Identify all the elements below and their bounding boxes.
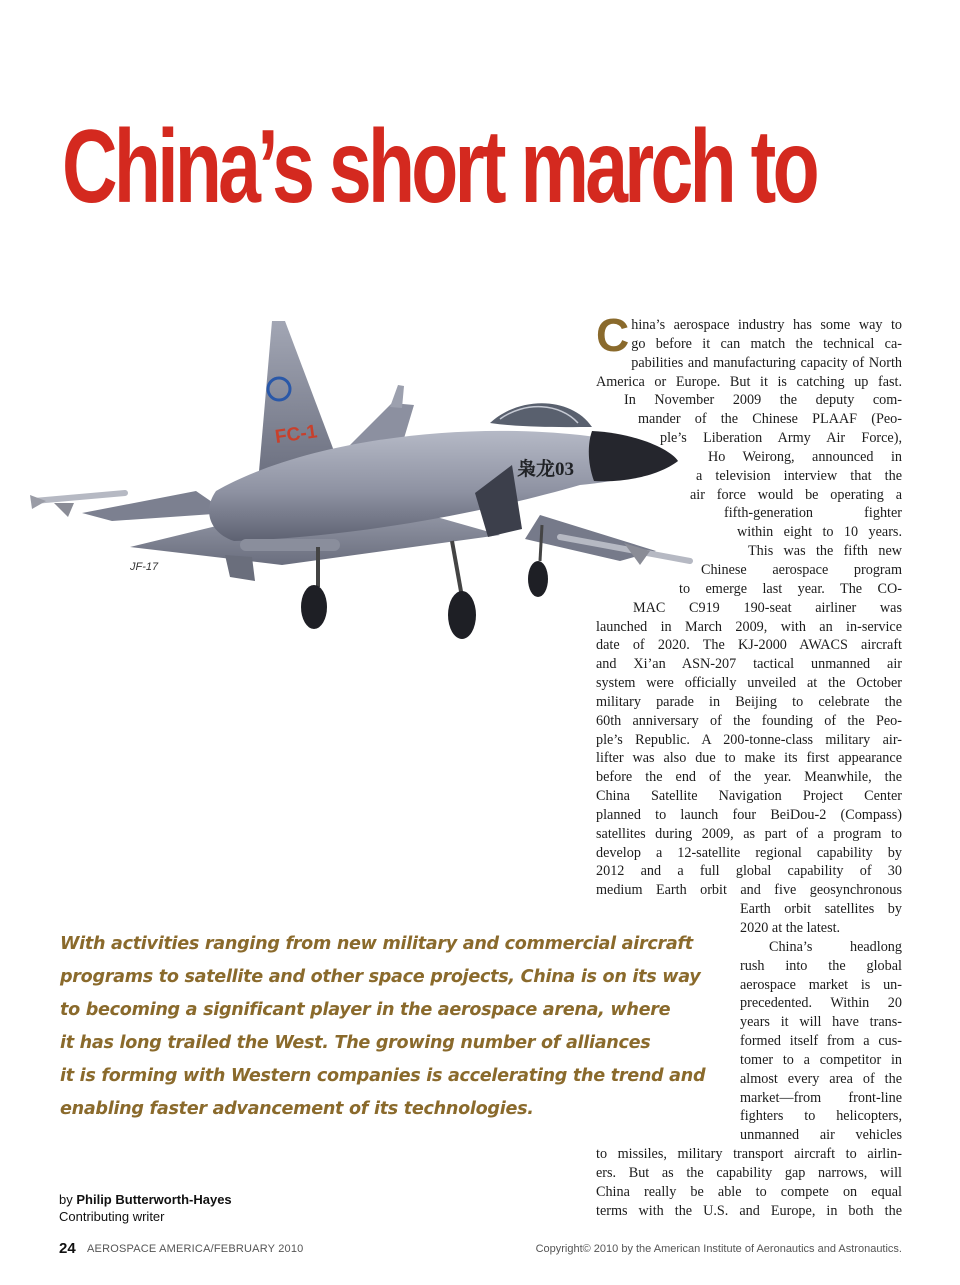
body-line: within eight to 10 years. bbox=[737, 524, 902, 541]
body-line: pabilities and manufacturing capacity of North bbox=[631, 354, 902, 371]
body-line: system were officially unveiled at the October bbox=[596, 675, 902, 692]
body-line: MAC C919 190-seat airliner was bbox=[633, 599, 902, 616]
body-line: a television interview that the bbox=[696, 467, 902, 484]
body-line: fifth-generation fighter bbox=[724, 505, 902, 522]
copyright-notice: Copyright© 2010 by the American Institute of Aeronautics and Astronautics. bbox=[535, 1243, 902, 1255]
body-line: go before it can match the technical ca- bbox=[631, 335, 902, 352]
standfirst bbox=[60, 928, 706, 1126]
body-line: and Xi’an ASN-207 tactical unmanned air bbox=[596, 656, 902, 673]
body-line: terms with the U.S. and Europe, in both the bbox=[596, 1202, 902, 1219]
body-line: unmanned air vehicles bbox=[740, 1127, 902, 1144]
body-line: Ho Weirong, announced in bbox=[708, 448, 902, 465]
figure-caption: JF-17 bbox=[130, 561, 159, 573]
body-line: rush into the global bbox=[740, 957, 902, 974]
body-line: market—from front-line bbox=[740, 1089, 902, 1106]
body-line: date of 2020. The KJ-2000 AWACS aircraft bbox=[596, 637, 902, 654]
body-line: precedented. Within 20 bbox=[740, 995, 902, 1012]
body-line: before the end of the year. Meanwhile, the bbox=[596, 769, 902, 786]
headline-text: China’s short march to bbox=[62, 112, 816, 222]
standfirst-line: to becoming a significant player in the aerospace arena, where bbox=[60, 1000, 671, 1020]
body-line: ple’s Liberation Army Air Force), bbox=[660, 430, 902, 447]
publication-info: AEROSPACE AMERICA/FEBRUARY 2010 bbox=[87, 1243, 304, 1255]
body-line: to emerge last year. The CO- bbox=[679, 580, 902, 597]
body-line: medium Earth orbit and five geosynchronous bbox=[596, 882, 902, 899]
body-line: tomer to a competitor in bbox=[740, 1051, 902, 1068]
page-number: 24 bbox=[59, 1240, 76, 1257]
standfirst-line: With activities ranging from new military and commercial aircraft bbox=[60, 934, 693, 954]
body-line: hina’s aerospace industry has some way to bbox=[631, 317, 902, 333]
author-role: Contributing writer bbox=[59, 1209, 165, 1224]
body-line: develop a 12-satellite regional capability by bbox=[596, 844, 902, 861]
body-line: China Satellite Navigation Project Center bbox=[596, 788, 902, 805]
byline bbox=[59, 1191, 232, 1225]
body-line: lifter was also due to make its first appearance bbox=[596, 750, 902, 767]
headline bbox=[62, 112, 960, 222]
body-line: This was the fifth new bbox=[748, 543, 902, 560]
body-line: planned to launch four BeiDou-2 (Compass) bbox=[596, 806, 902, 823]
body-line: 60th anniversary of the founding of the Peo- bbox=[596, 712, 902, 729]
body-line: ers. But as the capability gap narrows, will bbox=[596, 1164, 902, 1181]
body-line: China’s headlong bbox=[769, 938, 902, 955]
body-line: military parade in Beijing to celebrate the bbox=[596, 693, 902, 710]
body-line: years it will have trans- bbox=[740, 1014, 902, 1031]
body-line: satellites during 2009, as part of a program to bbox=[596, 825, 902, 842]
body-line: formed itself from a cus- bbox=[740, 1033, 902, 1050]
standfirst-line: enabling faster advancement of its technologies. bbox=[60, 1099, 534, 1119]
tail-code: FC-1 bbox=[273, 421, 319, 448]
standfirst-line: programs to satellite and other space projects, China is on its way bbox=[60, 967, 701, 987]
body-line: 2020 at the latest. bbox=[740, 920, 841, 936]
body-line: China really be able to compete on equal bbox=[596, 1183, 902, 1200]
body-line: 2012 and a full global capability of 30 bbox=[596, 863, 902, 880]
standfirst-line: it is forming with Western companies is accelerating the trend and bbox=[60, 1066, 706, 1086]
body-line: America or Europe. But it is catching up fast. bbox=[596, 373, 902, 390]
byline-prefix: by bbox=[59, 1192, 73, 1207]
body-line: to missiles, military transport aircraft to airlin- bbox=[596, 1146, 902, 1163]
dropcap: C bbox=[596, 309, 630, 361]
author-name: Philip Butterworth-Hayes bbox=[76, 1192, 232, 1207]
standfirst-line: it has long trailed the West. The growing number of alliances bbox=[60, 1033, 651, 1053]
body-line: In November 2009 the deputy com- bbox=[624, 392, 902, 409]
body-line: Earth orbit satellites by bbox=[740, 901, 902, 918]
body-line: fighters to helicopters, bbox=[740, 1108, 902, 1125]
page-footer bbox=[59, 1240, 902, 1260]
body-line: launched in March 2009, with an in-service bbox=[596, 618, 902, 635]
body-line: aerospace market is un- bbox=[740, 976, 902, 993]
body-line: mander of the Chinese PLAAF (Peo- bbox=[638, 411, 902, 428]
body-line: ple’s Republic. A 200-tonne-class military air- bbox=[596, 731, 902, 748]
body-line: almost every area of the bbox=[740, 1070, 902, 1087]
nose-code: 枭龙03 bbox=[517, 459, 575, 480]
body-line: Chinese aerospace program bbox=[701, 561, 902, 578]
body-line: air force would be operating a bbox=[690, 486, 902, 503]
